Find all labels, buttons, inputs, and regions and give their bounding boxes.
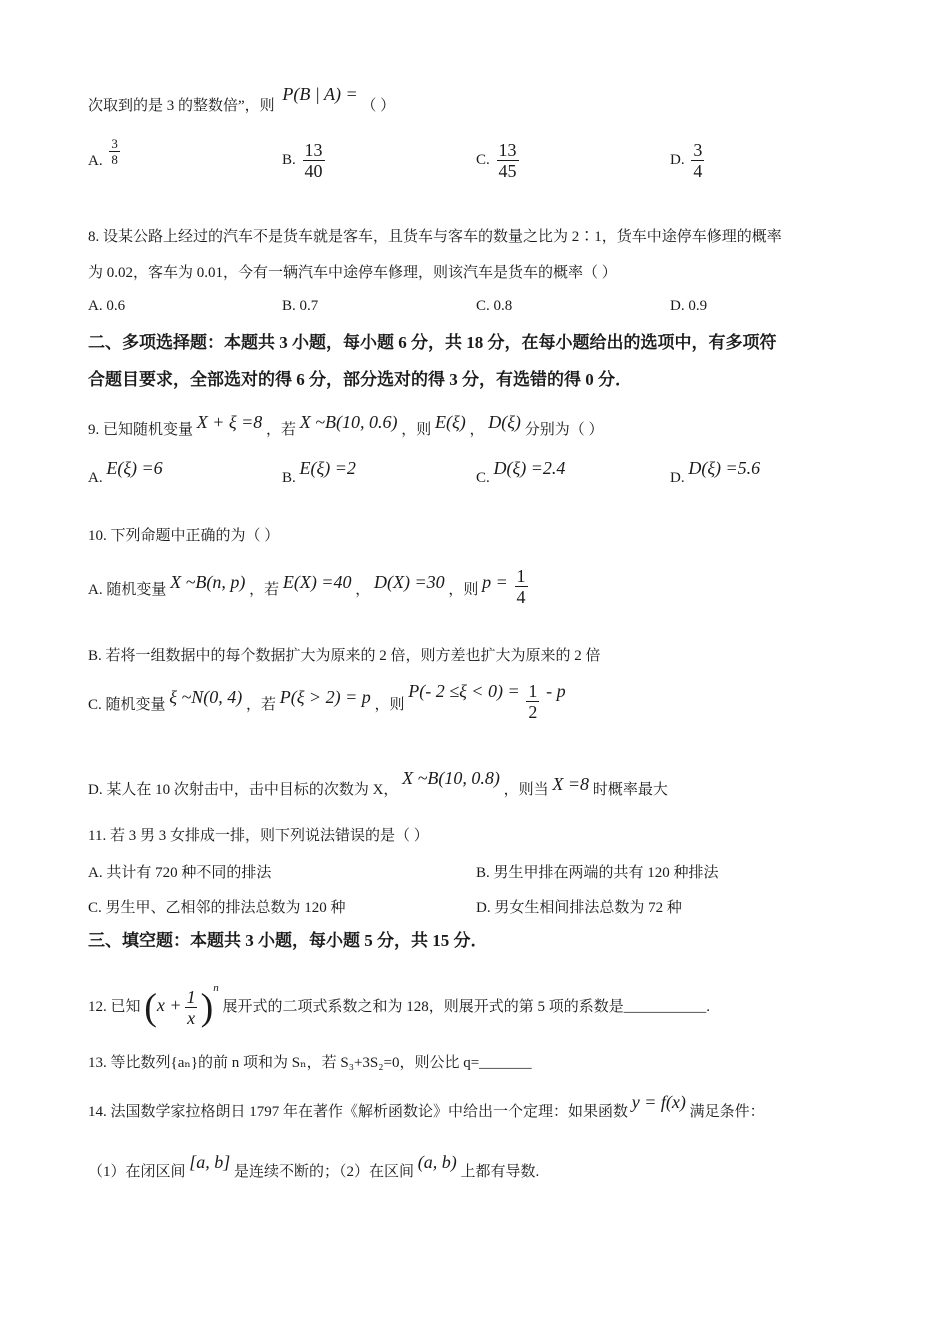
section2-heading-line1: 二、多项选择题：本题共 3 小题，每小题 6 分，共 18 分，在每小题给出的选项中，有多项符 [88,333,777,352]
section3-heading: 三、填空题：本题共 3 小题，每小题 5 分，共 15 分． [88,931,488,950]
q11-stem: 11. 若 3 男 3 女排成一排，则下列说法错误的是（ ） [88,828,429,844]
q11-option-a: A. 共计有 720 种不同的排法 [88,865,272,881]
q10-option-d: D. 某人在 10 次射击中，击中目标的次数为 X， X ~B(10, 0.8) ，则当 X =8 时概率最大 [88,768,668,798]
q11-option-d: D. 男女生相间排法总数为 72 种 [476,900,682,916]
q8-option-b: B. 0.7 [282,298,319,314]
q13-stem: 13. 等比数列{aₙ}的前 n 项和为 Sₙ，若 S₃+3S₂=0，则公比 q=_______ [88,1055,532,1071]
q11-option-c: C. 男生甲、乙相邻的排法总数为 120 种 [88,900,346,916]
section2-heading-line2: 合题目要求，全部选对的得 6 分，部分选对的得 3 分，有选错的得 0 分． [88,370,632,389]
q14-stem: 14. 法国数学家拉格朗日 1797 年在著作《解析函数论》中给出一个定理：如果函数 y = f(x) 满足条件： [88,1092,765,1120]
q10-option-b: B. 若将一组数据中的每个数据扩大为原来的 2 倍，则方差也扩大为原来的 2 倍 [88,648,601,664]
q7-option-b: B. $\frac{13}{40}$ [282,140,323,181]
q9-option-d: D. D(ξ) =5.6 [670,458,761,486]
q10-option-c: C. 随机变量 ξ ~N(0, 4) ，若 P(ξ > 2) = p ，则 P(- 2 ≤ξ < 0) = $\frac{1}{2}$ - p [88,681,566,723]
q9-option-c: C. D(ξ) =2.4 [476,458,566,486]
q9-option-b: B. E(ξ) =2 [282,458,356,486]
q7-math: P(B | A) = [282,84,358,104]
q9-stem: 9. 已知随机变量 X + ξ =8 ，若 X ~B(10, 0.6) ，则 E(ξ) ， D(ξ) 分别为（ ） [88,412,604,438]
q7-option-d: D. $\frac{3}{4}$ [670,140,703,181]
q10-option-a: A. 随机变量 X ~B(n, p) ，若 E(X) =40 ， D(X) =30 ，则 p = $\frac{1}{4}$ [88,566,526,608]
q7-stem: 次取到的是 3 的整数倍”，则 P(B | A) = （ ） [88,84,396,114]
q8-option-a: A. 0.6 [88,298,126,314]
q12-stem: 12. 已知 (x + $\frac{1}{x}$ )$^n$ 展开式的二项式系数之和为 128，则展开式的第 5 项的系数是___________. [88,982,710,1029]
q8-option-d: D. 0.9 [670,298,708,314]
q11-option-b: B. 男生甲排在两端的共有 120 种排法 [476,865,719,881]
q8-option-c: C. 0.8 [476,298,513,314]
q14-conditions: （1）在闭区间 [a, b] 是连续不断的；（2）在区间 (a, b) 上都有导数. [88,1152,540,1180]
q7-option-c: C. $\frac{13}{45}$ [476,140,517,181]
q8-line2: 为 0.02，客车为 0.01，今有一辆汽车中途停车修理，则该汽车是货车的概率（ ） [88,265,617,281]
q10-stem: 10. 下列命题中正确的为（ ） [88,528,280,544]
q8-line1: 8. 设某公路上经过的汽车不是货车就是客车，且货车与客车的数量之比为 2∶1，货车中途停车修理的概率 [88,229,782,245]
q9-option-a: A. E(ξ) =6 [88,458,163,486]
q7-option-a: A. $\frac{3}{8}$ [88,136,118,169]
